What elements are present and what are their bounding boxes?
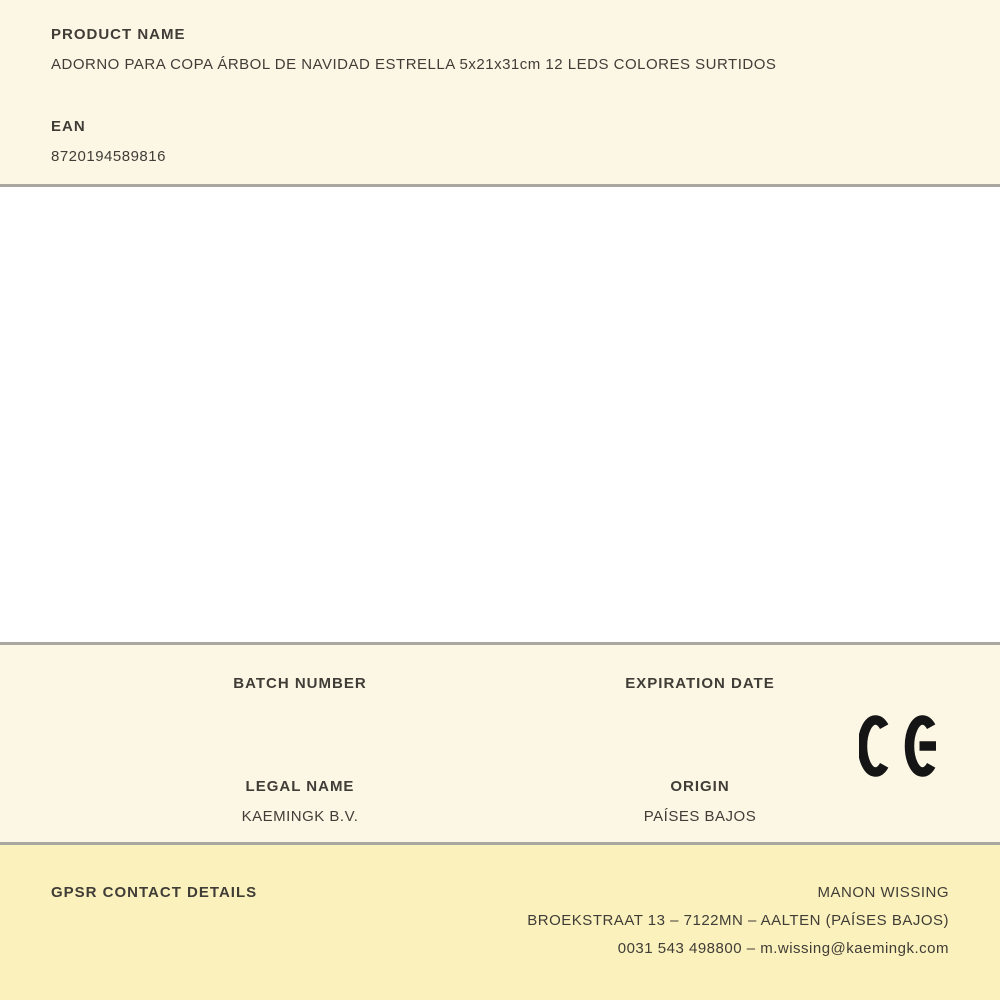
batch-number-label: BATCH NUMBER [233,675,367,692]
legal-name-field [100,778,500,826]
product-info-header [0,0,1000,187]
product-name-label: PRODUCT NAME [51,26,186,43]
gpsr-contact-heading: GPSR CONTACT DETAILS [51,884,258,901]
expiration-date-label: EXPIRATION DATE [625,675,775,692]
contact-person-name: MANON WISSING [817,884,949,901]
gpsr-contact-lines [527,883,949,967]
ean-value: 8720194589816 [51,148,166,165]
legal-name-value: KAEMINGK B.V. [241,808,359,825]
expiration-date-value [500,705,900,723]
origin-value: PAÍSES BAJOS [643,808,757,825]
batch-number-value [100,705,500,723]
gpsr-contact-footer [0,845,1000,1000]
details-panel [0,642,1000,845]
contact-address: BROEKSTRAAT 13 – 7122MN – AALTEN (PAÍSES BAJOS) [527,912,949,929]
expiration-date-field [500,675,900,723]
product-name-value: ADORNO PARA COPA ÁRBOL DE NAVIDAD ESTRELLA 5x21x31cm 12 LEDS COLORES SURTIDOS [51,56,777,73]
ean-label: EAN [51,118,86,135]
contact-phone-email: 0031 543 498800 – m.wissing@kaemingk.com [617,940,949,957]
origin-field [500,778,900,826]
batch-number-field [100,675,500,723]
legal-name-label: LEGAL NAME [245,778,355,795]
empty-content-area [0,187,1000,642]
ce-mark-icon [859,715,941,777]
origin-label: ORIGIN [670,778,730,795]
